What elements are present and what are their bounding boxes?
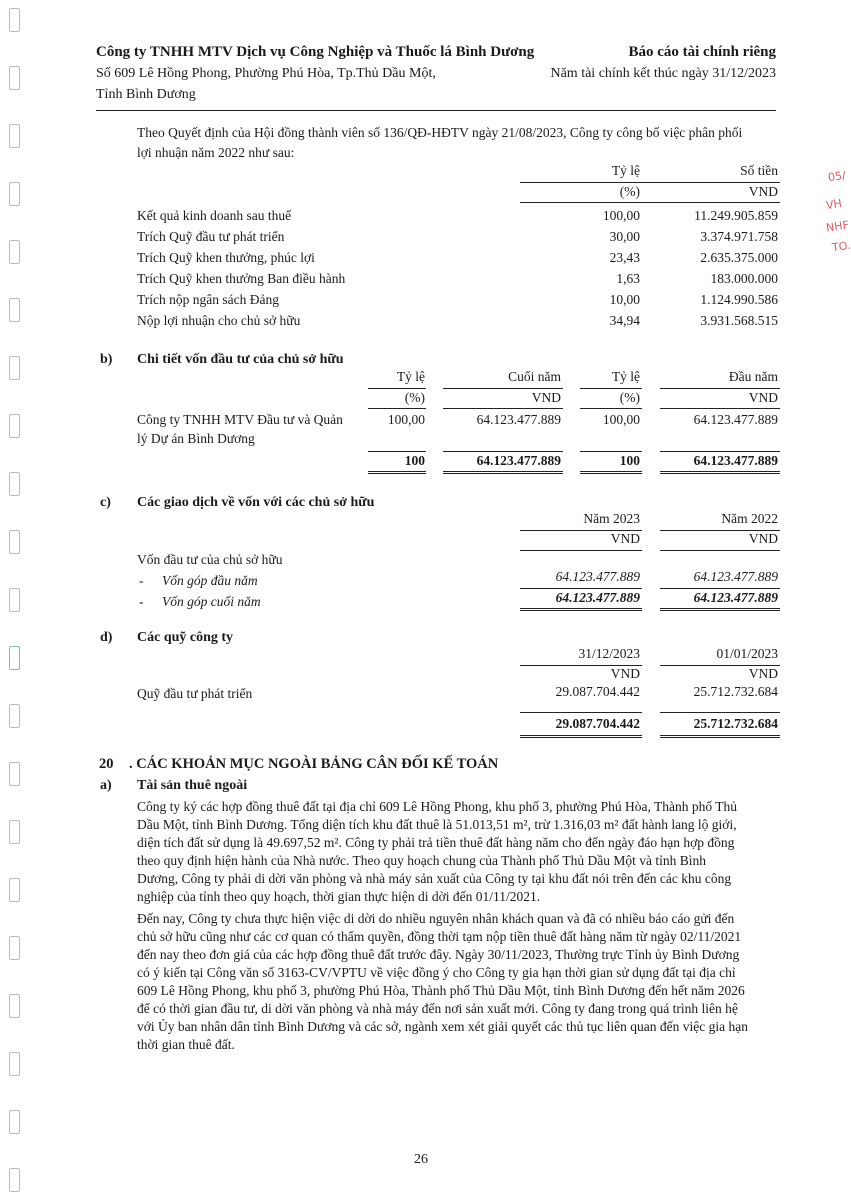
double-rule bbox=[660, 471, 780, 474]
paragraph-line: đến nay theo đơn giá của các hợp đồng thuê đất trước đây. Ngày 30/11/2023, Thường trực Tỉnh ủy Bình Dương bbox=[137, 947, 740, 962]
cell: 29.087.704.442 bbox=[555, 684, 640, 699]
owner-name-line2: lý Dự án Bình Dương bbox=[137, 431, 255, 446]
paragraph bbox=[137, 798, 737, 906]
row-label: Quỹ đầu tư phát triển bbox=[137, 686, 253, 701]
total-cell: 64.123.477.889 bbox=[555, 590, 640, 605]
col-header: Tỷ lệ bbox=[396, 369, 425, 384]
bullet-dash: - bbox=[139, 573, 144, 588]
col-header: Đầu năm bbox=[728, 369, 778, 384]
rule bbox=[660, 712, 780, 713]
double-rule bbox=[580, 471, 642, 474]
bullet-dash: - bbox=[139, 594, 144, 609]
subsection-letter: a) bbox=[100, 778, 112, 793]
rule bbox=[660, 408, 780, 409]
cell: 25.712.732.684 bbox=[693, 684, 778, 699]
unit: VND bbox=[610, 666, 640, 681]
rule bbox=[368, 451, 426, 452]
double-rule bbox=[520, 608, 642, 611]
intro-line1: Theo Quyết định của Hội đồng thành viên số 136/QĐ-HĐTV ngày 21/08/2023, Công ty công bố việc phân phối bbox=[137, 125, 743, 140]
unit: (%) bbox=[404, 390, 425, 405]
paragraph-line: với Ủy ban nhân dân tỉnh Bình Dương và các sở, ngành xem xét giải quyết các thủ tục liên quan đến việc gia hạn bbox=[137, 1019, 748, 1034]
section-title: . CÁC KHOẢN MỤC NGOÀI BẢNG CÂN ĐỐI KẾ TOÁN bbox=[129, 756, 499, 772]
rule bbox=[520, 588, 642, 589]
row-amount: 3.374.971.758 bbox=[700, 229, 778, 244]
row-amount: 183.000.000 bbox=[710, 271, 778, 286]
col-header-rate: Tỷ lệ bbox=[611, 163, 640, 178]
rule bbox=[660, 550, 780, 551]
paragraph-line: Dương, Công ty phải di dời văn phòng và nhà máy sản xuất của Công ty tại khu đất nói trên đến các khu công bbox=[137, 871, 732, 886]
header-rule bbox=[96, 110, 776, 111]
unit-rate: (%) bbox=[619, 184, 640, 199]
rule bbox=[580, 408, 642, 409]
row-rate: 100,00 bbox=[602, 208, 640, 223]
col-header: 31/12/2023 bbox=[578, 646, 640, 661]
report-period: Năm tài chính kết thúc ngày 31/12/2023 bbox=[550, 66, 776, 81]
cell: 64.123.477.889 bbox=[476, 412, 561, 427]
row-label: Trích Quỹ khen thưởng Ban điều hành bbox=[137, 271, 346, 286]
cell: 64.123.477.889 bbox=[693, 569, 778, 584]
double-rule bbox=[368, 471, 426, 474]
paragraph-line: nghiệp của tỉnh theo quy hoạch, thời gian thực hiện di dời đến 01/11/2021. bbox=[137, 889, 541, 904]
row-amount: 1.124.990.586 bbox=[700, 292, 778, 307]
report-title: Báo cáo tài chính riêng bbox=[628, 44, 776, 60]
cell: 64.123.477.889 bbox=[555, 569, 640, 584]
owner-name-line1: Công ty TNHH MTV Đầu tư và Quản bbox=[137, 412, 343, 427]
rule bbox=[443, 451, 563, 452]
section-d-title: Các quỹ công ty bbox=[137, 630, 234, 645]
section-c-letter: c) bbox=[100, 495, 111, 510]
paragraph-line: Đến nay, Công ty chưa thực hiện việc di dời do nhiều nguyên nhân khách quan và đã có nhiều báo cáo gửi đến bbox=[137, 911, 735, 926]
col-header: Tỷ lệ bbox=[611, 369, 640, 384]
col-header-rule bbox=[520, 182, 780, 183]
rule bbox=[443, 388, 563, 389]
col-header: 01/01/2023 bbox=[716, 646, 778, 661]
row-label: Nộp lợi nhuận cho chủ sở hữu bbox=[137, 313, 301, 328]
rule bbox=[660, 388, 780, 389]
row-label: Trích Quỹ đầu tư phát triển bbox=[137, 229, 285, 244]
row-label: Trích nộp ngân sách Đảng bbox=[137, 292, 279, 307]
double-rule bbox=[660, 608, 780, 611]
row-rate: 10,00 bbox=[609, 292, 640, 307]
cell: 100,00 bbox=[387, 412, 425, 427]
unit-rule bbox=[520, 202, 780, 203]
unit: VND bbox=[610, 531, 640, 546]
company-address-line2: Tỉnh Bình Dương bbox=[96, 87, 196, 102]
paragraph-line: 609 Lê Hồng Phong, khu phố 3, phường Phú Hòa, Thành phố Thủ Dầu Một, tỉnh Bình Dương đến hết năm 2026 bbox=[137, 983, 745, 998]
unit-amount: VND bbox=[748, 184, 778, 199]
total-cell: 100 bbox=[404, 453, 425, 468]
row-label: Vốn góp đầu năm bbox=[162, 573, 258, 588]
company-name: Công ty TNHH MTV Dịch vụ Công Nghiệp và Thuốc lá Bình Dương bbox=[96, 44, 535, 60]
rule bbox=[520, 712, 642, 713]
double-rule bbox=[520, 735, 642, 738]
section-b-letter: b) bbox=[100, 352, 113, 367]
rule bbox=[520, 550, 642, 551]
col-header: Cuối năm bbox=[508, 369, 561, 384]
paragraph-line: chủ sở hữu cũng như các cơ quan có thẩm quyền, đồng thời tạm nộp tiền thuê đất hàng năm từ ngày 02/11/2021 bbox=[137, 929, 742, 944]
section-d-letter: d) bbox=[100, 630, 113, 645]
paragraph-line: Công ty ký các hợp đồng thuê đất tại địa chỉ 609 Lê Hồng Phong, khu phố 3, phường Phú Hòa, Thành phố Thủ bbox=[137, 799, 738, 814]
total-cell: 64.123.477.889 bbox=[693, 590, 778, 605]
unit: (%) bbox=[619, 390, 640, 405]
unit: VND bbox=[748, 666, 778, 681]
row-rate: 1,63 bbox=[616, 271, 640, 286]
cell: 64.123.477.889 bbox=[693, 412, 778, 427]
col-header: Năm 2023 bbox=[583, 511, 640, 526]
total-cell: 64.123.477.889 bbox=[476, 453, 561, 468]
rule bbox=[660, 588, 780, 589]
total-cell: 100 bbox=[619, 453, 640, 468]
rule bbox=[660, 451, 780, 452]
paragraph bbox=[137, 910, 748, 1054]
paragraph-line: theo quy định hiện hành của Nhà nước. Theo quy hoạch chung của Thành phố Thủ Dầu Một và tỉnh Bình bbox=[137, 853, 706, 868]
paragraph-line: Dầu Một, tỉnh Bình Dương. Tổng diện tích khu đất thuê là 51.013,51 m², trừ 1.316,03 m² đất hành lang lộ giới, bbox=[137, 817, 737, 832]
total-cell: 25.712.732.684 bbox=[693, 716, 778, 731]
total-cell: 64.123.477.889 bbox=[693, 453, 778, 468]
rule bbox=[368, 388, 426, 389]
section-b-title: Chi tiết vốn đầu tư của chủ sở hữu bbox=[137, 352, 344, 367]
page-number: 26 bbox=[414, 1152, 428, 1167]
col-header-amount: Số tiền bbox=[740, 163, 778, 178]
paragraph-line: diện tích đất sử dụng là 49.697,52 m². Công ty phải trả tiền thuê đất hàng năm cho đến ngày đáo hạn hợp đồng bbox=[137, 835, 735, 850]
row-label: Vốn góp cuối năm bbox=[162, 594, 261, 609]
row-rate: 34,94 bbox=[609, 313, 640, 328]
section-number: 20 bbox=[99, 756, 114, 772]
paragraph-line: có ý kiến tại Công văn số 3163-CV/VPTU về việc đồng ý cho Công ty gia hạn thời gian sử dụng đất tại địa chỉ bbox=[137, 965, 736, 980]
cell: 100,00 bbox=[602, 412, 640, 427]
double-rule bbox=[443, 471, 563, 474]
company-address-line1: Số 609 Lê Hồng Phong, Phường Phú Hòa, Tp.Thủ Dầu Một, bbox=[96, 66, 436, 81]
section-c-title: Các giao dịch về vốn với các chủ sở hữu bbox=[137, 495, 375, 510]
rule bbox=[443, 408, 563, 409]
intro-line2: lợi nhuận năm 2022 như sau: bbox=[137, 145, 295, 160]
row-label: Kết quả kinh doanh sau thuế bbox=[137, 208, 292, 223]
row-amount: 11.249.905.859 bbox=[694, 208, 778, 223]
paragraph-line: thời gian thuê đất. bbox=[137, 1037, 235, 1052]
rule bbox=[580, 451, 642, 452]
row-rate: 30,00 bbox=[609, 229, 640, 244]
paragraph-line: để có thời gian đầu tư, di dời văn phòng và nhà máy đến nơi sản xuất mới. Công ty đang trong quá trình liên hệ bbox=[137, 1001, 738, 1016]
rule bbox=[580, 388, 642, 389]
unit: VND bbox=[748, 390, 778, 405]
unit: VND bbox=[748, 531, 778, 546]
row-amount: 3.931.568.515 bbox=[700, 313, 778, 328]
rule bbox=[368, 408, 426, 409]
owner-capital-label: Vốn đầu tư của chủ sở hữu bbox=[137, 552, 283, 567]
double-rule bbox=[660, 735, 780, 738]
row-amount: 2.635.375.000 bbox=[700, 250, 778, 265]
subsection-title: Tài sản thuê ngoài bbox=[137, 778, 248, 793]
total-cell: 29.087.704.442 bbox=[555, 716, 640, 731]
row-rate: 23,43 bbox=[609, 250, 640, 265]
row-label: Trích Quỹ khen thưởng, phúc lợi bbox=[137, 250, 315, 265]
col-header: Năm 2022 bbox=[721, 511, 778, 526]
unit: VND bbox=[531, 390, 561, 405]
